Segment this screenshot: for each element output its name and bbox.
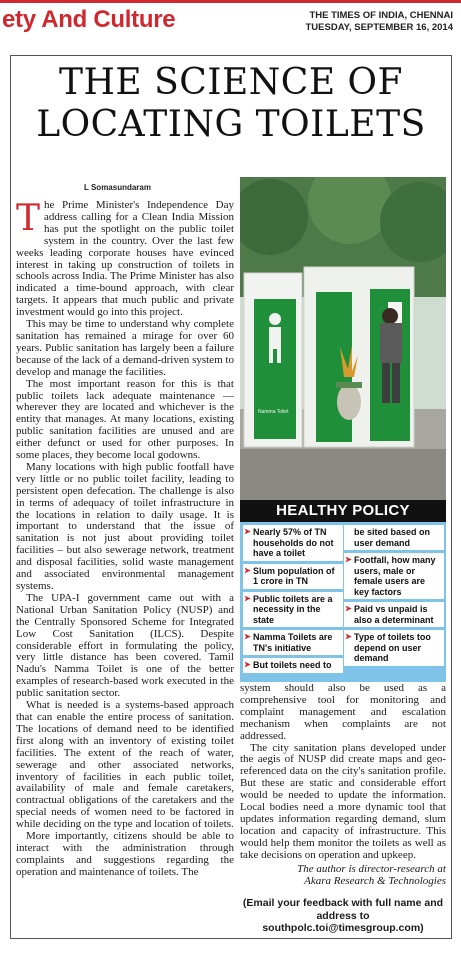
policy-item: ➤ Footfall, how many users, male or female users are key factors bbox=[344, 553, 444, 599]
paper-date: TUESDAY, SEPTEMBER 16, 2014 bbox=[305, 22, 453, 33]
paragraph-7: More importantly, citizens should be able to interact with the administration through complaints and suggestions regarding the operation and maintenance of toilets. The bbox=[16, 830, 234, 878]
policy-item: ➤ Slum population of 1 crore in TN bbox=[243, 564, 343, 589]
author-credit-line-1: The author is director-research at bbox=[297, 862, 446, 875]
top-rule bbox=[0, 0, 461, 3]
policy-title: HEALTHY POLICY bbox=[240, 500, 446, 522]
policy-item: ➤ Type of toilets too depend on user demand bbox=[344, 630, 444, 666]
policy-item: ➤ Public toilets are a necessity in the state bbox=[243, 592, 343, 628]
article-left-column bbox=[16, 200, 234, 918]
paragraph-1 bbox=[16, 200, 234, 319]
section-title: ety And Culture bbox=[2, 6, 176, 33]
author-credit bbox=[240, 864, 446, 888]
paragraph-1-text: he Prime Minister's Independence Day address calling for a Clean India Mission has put the spotlight on the public toilet system in the country. Over the last few weeks leading corporate houses have evinced interest in taking up construction of toilets in schools across India. The Prime Minister has also indicated a time-bound approach, with clear targets. It appears that much public and private investment would go into this project. bbox=[16, 199, 234, 319]
paper-name: THE TIMES OF INDIA, CHENNAI bbox=[309, 10, 453, 21]
policy-item: ➤ Paid vs unpaid is also a determinant bbox=[344, 602, 444, 627]
policy-column-a bbox=[243, 525, 343, 676]
feedback-note: (Email your feedback with full name and address to southpolc.toi@timesgroup.com) bbox=[242, 897, 444, 935]
headline-line-1: THE SCIENCE OF bbox=[58, 62, 404, 103]
toilet-photo bbox=[240, 177, 446, 500]
policy-item: ➤ Namma Toilets are TN's initiative bbox=[243, 630, 343, 655]
policy-item-continued: be sited based on user demand bbox=[344, 525, 444, 550]
dropcap: T bbox=[16, 198, 41, 239]
paragraph-5: The UPA-I government came out with a National Urban Sanitation Policy (NUSP) and the Centrally Sponsored Scheme for Integrated Low Cost Sanitation (ILCS). Despite considerable effort in formulating the policy, very little distance has been covered. Tamil Nadu's Namma Toilet is one of the better examples of research-based work executed in the public sanitation sector. bbox=[16, 591, 234, 700]
paragraph-9: The city sanitation plans developed under the aegis of NUSP did create maps and geo-referenced data on the city's sanitation profile. But these are static and considerable effort would be needed to update the information. Local bodies need a more dynamic tool that updates information regarding demand, slum location and capacity of infrastructure. This would help them monitor the toilets as well as take decisions on operation and upkeep. bbox=[240, 741, 446, 861]
policy-box bbox=[240, 522, 446, 682]
paragraph-2: This may be time to understand why complete sanitation has remained a mirage for over 60 years. Public sanitation has largely been a failure because of the lack of a demand-driven system to develop and manage the facilities. bbox=[16, 318, 234, 378]
author-credit-line-2: Akara Research & Technologies bbox=[304, 874, 446, 887]
paragraph-3: The most important reason for this is that public toilets lack adequate maintenance — wherever they are located and whichever is the entity that manages. At many locations, existing public sanitation facilities are unused and are either defunct or used for other purposes. In some places, they become local godowns. bbox=[16, 377, 234, 462]
toilet-sign: Namma Toilet bbox=[258, 409, 289, 415]
headline-line-2: LOCATING TOILETS bbox=[36, 104, 426, 145]
paragraph-6: What is needed is a systems-based approach that can enable the entire process of sanitation. The locations of demand need to be identified first along with an inventory of existing toilet facilities. The extent of the reach of water, sewerage and other associated networks, inventory of facilities in each public toilet, availability of male and female caretakers, contractual obligations of the caretakers and the special needs of women need to be factored in while deciding on the type and location of toilets. bbox=[16, 699, 234, 831]
byline: L Somasundaram bbox=[84, 183, 151, 192]
headline bbox=[10, 62, 452, 146]
article-right-column bbox=[240, 683, 446, 935]
policy-column-b bbox=[344, 525, 444, 669]
policy-item: ➤ But toilets need to bbox=[243, 658, 343, 673]
paragraph-8: system should also be used as a comprehensive tool for monitoring and complaint management and escalation mechanism when complaints are not addressed. bbox=[240, 682, 446, 742]
paragraph-4: Many locations with high public footfall have very little or no public toilet facility, leading to persistent open defecation. The challenge is also in terms of adequacy of toilet infrastructure in the locations in relation to daily usage. It is important to understand that the issue of sanitation is not just about providing toilet facilities – but also sewerage network, treatment and disposal facilities, solid waste management and associated environmental management systems. bbox=[16, 460, 234, 592]
toilet-photo-illustration bbox=[240, 177, 446, 500]
policy-item: ➤ Nearly 57% of TN households do not have a toilet bbox=[243, 525, 343, 561]
masthead bbox=[306, 10, 454, 34]
